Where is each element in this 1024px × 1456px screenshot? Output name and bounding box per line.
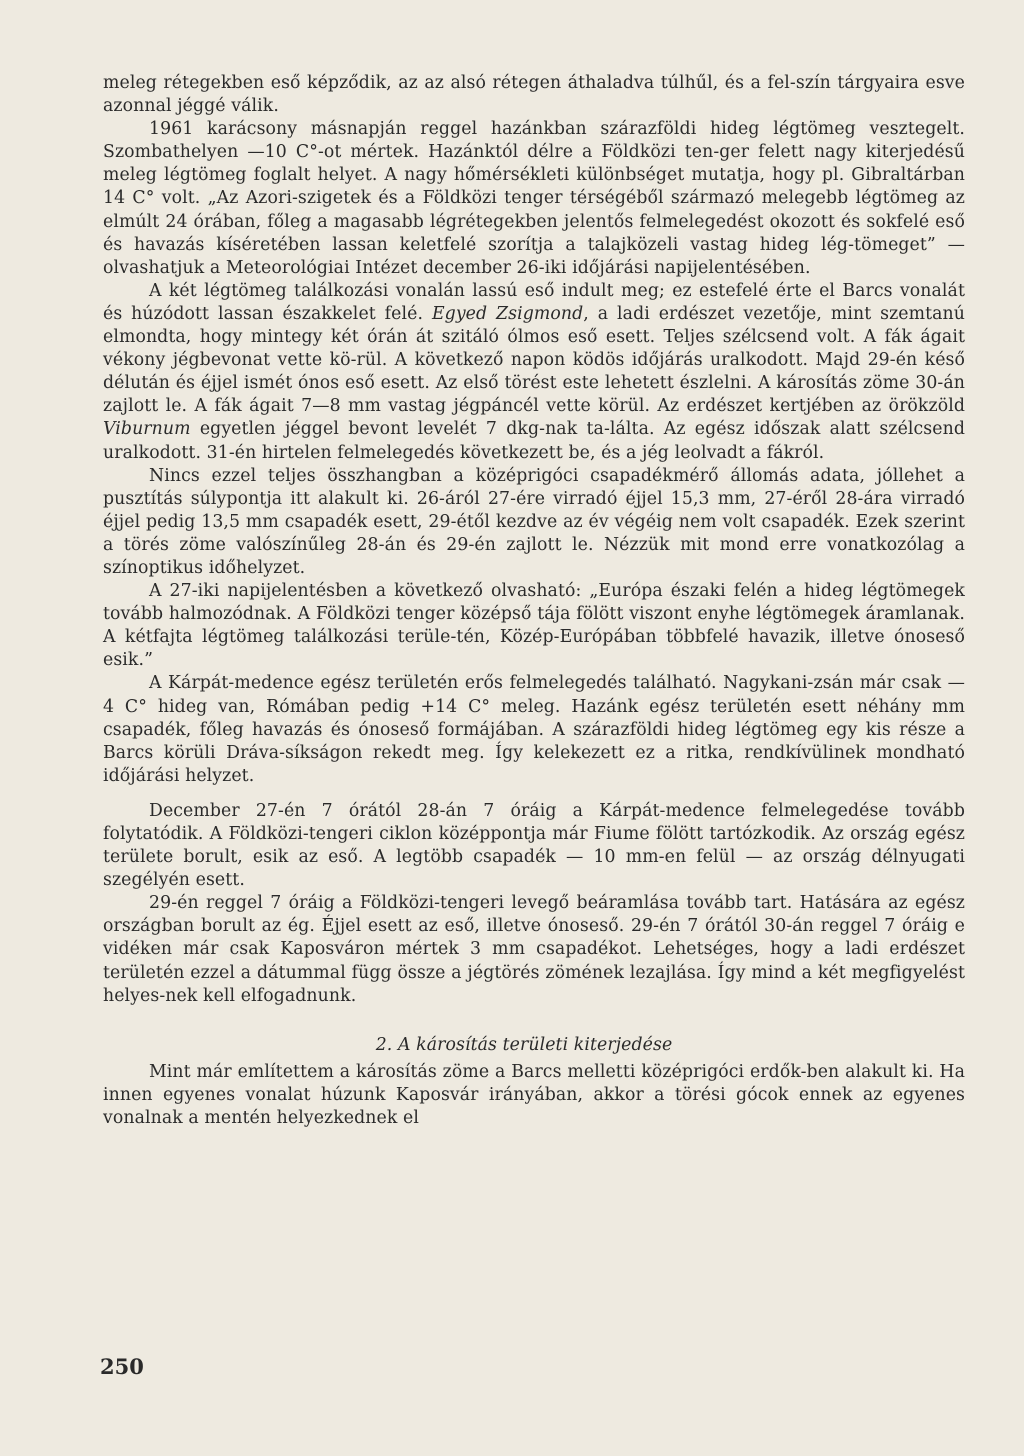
paragraph-2: 1961 karácsony másnapján reggel hazánkban szárazföldi hideg légtömeg vesztegelt. Szombathelyen —10 C°-ot mértek. Hazánktól délre a Földközi ten-ger felett nagy kiterjedésű meleg légtömeg foglalt helyet. A nagy hőmérsékleti különbséget mutatja, hogy pl. Gibraltárban 14 C° volt. „Az Azori-szigetek és a Földközi tenger térségéből származó melegebb légtömeg az elmúlt 24 órában, főleg a magasabb légrétegekben jelentős felmelegedést okozott és sokfelé eső és havazás kíséretében lassan keletfelé szorítja a talajközeli vastag hideg lég-tömeget” — olvashatjuk a Meteorológiai Intézet december 26-iki időjárási napijelentésében. [103,119,965,278]
person-name: Egyed Zsigmond [431,303,584,324]
species-name: Viburnum [103,419,191,440]
body-text [103,72,965,1130]
paragraph-8: 29-én reggel 7 óráig a Földközi-tengeri levegő beáramlása tovább tart. Hatására az egész országban borult az ég. Éjjel esett az eső, illetve ónoseső. 29-én 7 órától 30-án reggel 7 óráig e vidéken már csak Kaposváron mértek 3 mm csapadékot. Lehetséges, hogy a ladi erdészet területén ezzel a dátummal függ össze a jégtörés zömének lezajlása. Így mind a két megfigyelést helyes-nek kell elfogadnunk. [103,893,965,1006]
paragraph-7: December 27-én 7 órától 28-án 7 óráig a Kárpát-medence felmelegedése tovább folytatódik. A Földközi-tengeri ciklon középpontja már Fiume fölött tartózkodik. Az ország egész területe borult, esik az eső. A legtöbb csapadék — 10 mm-en felül — az ország délnyugati szegélyén esett. [103,800,965,891]
paragraph-3-part-a: A két légtömeg találkozási vonalán lassú eső indult meg; ez estefelé érte el Barcs vonalát és húzódott lassan északkelet felé. [103,280,965,324]
paragraph-5: A 27-iki napijelentésben a következő olvasható: „Európa északi felén a hideg légtömegek tovább halmozódnak. A Földközi tenger középső tája fölött viszont enyhe légtömegek áramlanak. A kétfajta légtömeg találkozási terüle-tén, Közép-Európában többfelé havazik, illetve ónoseső esik.” [103,581,965,671]
paragraph-3-part-c: egyetlen jéggel bevont levelét 7 dkg-nak ta-lálta. Az egész időszak alatt szélcsend uralkodott. 31-én hirtelen felmelegedés következett be, és a jég leolvadt a fákról. [103,419,965,463]
paragraph-4: Nincs ezzel teljes összhangban a középrigóci csapadékmérő állomás adata, jóllehet a pusztítás súlypontja itt alakult ki. 26-áról 27-ére virradó éjjel 15,3 mm, 27-éről 28-ára virradó éjjel pedig 13,5 mm csapadék esett, 29-étől kezdve az év végéig nem volt csapadék. Ezek szerint a törés zöme valószínűleg 28-án és 29-én zajlott le. Nézzük mit mond erre vonatkozólag a színoptikus időhelyzet. [103,465,965,578]
paragraph-6: A Kárpát-medence egész területén erős felmelegedés található. Nagykani-zsán már csak —4 C° hideg van, Rómában pedig +14 C° meleg. Hazánk egész területén esett néhány mm csapadék, főleg havazás és ónoseső formájában. A szárazföldi hideg légtömeg egy kis része a Barcs körüli Dráva-síkságon rekedt meg. Így kelekezett ez a ritka, rendkívülinek mondható időjárási helyzet. [103,673,965,786]
section-heading: 2. A károsítás területi kiterjedése [375,1034,673,1055]
page-number: 250 [100,1354,144,1379]
paragraph-3 [103,280,965,465]
paragraph-3-part-b: , a ladi erdészet vezetője, mint szemtanú elmondta, hogy mintegy két órán át szitáló ólmos eső esett. Teljes szélcsend volt. A fák ágait vékony jégbevonat vette kö-rül. A következő napon ködös időjárás uralkodott. Majd 29-én késő délután és éjjel ismét ónos eső esett. Az első törést este lehetett észlelni. A károsítás zöme 30-án zajlott le. A fák ágait 7—8 mm vastag jégpáncél vette körül. Az erdészet kertjében az örökzöld [103,303,966,417]
paragraph-1: meleg rétegekben eső képződik, az az alsó rétegen áthaladva túlhűl, és a fel-szín tárgyaira esve azonnal jéggé válik. [103,73,965,117]
paragraph-9: Mint már említettem a károsítás zöme a Barcs melletti középrigóci erdők-ben alakult ki. Ha innen egyenes vonalat húzunk Kaposvár irányában, akkor a törési gócok ennek az egyenes vonalnak a mentén helyezkednek el [103,1061,965,1129]
